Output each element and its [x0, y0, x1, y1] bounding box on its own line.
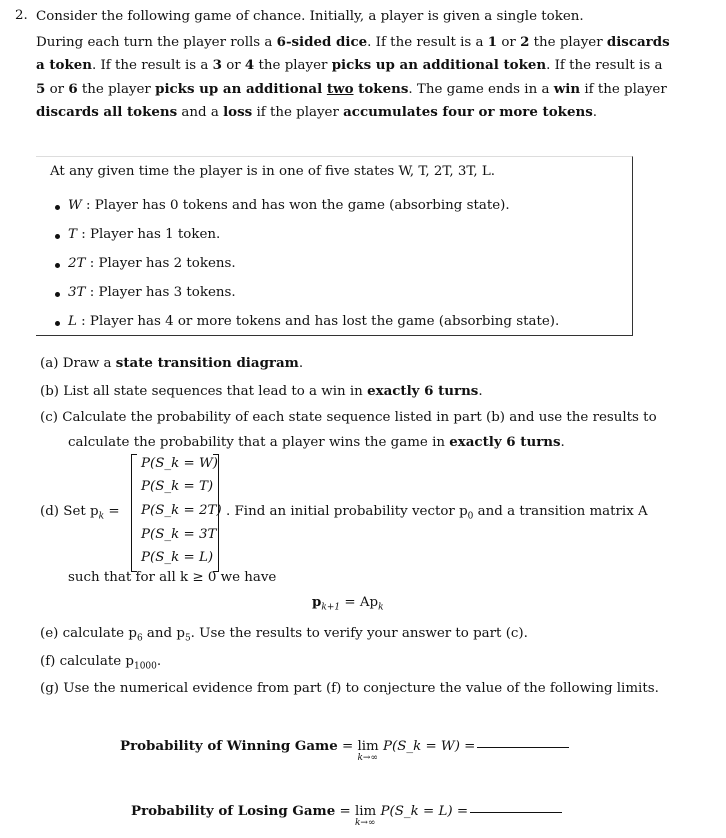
bullet-dot	[55, 292, 60, 297]
matrix-row-3t: P(S_k = 3T	[141, 527, 217, 542]
part-d-label: (d) Set $p_k$ =	[40, 504, 120, 522]
part-e: (e) calculate $p_6$ and $p_5$. Use the results to verify your answer to part (c).	[40, 626, 528, 644]
intro-line-4: 5 or 6 the player picks up an additional two tokens. The game ends in a win if the player	[36, 81, 667, 97]
lim-operator: lim k→∞	[357, 739, 379, 763]
recurrence-formula: $p_{k+1} = Ap_k$	[312, 594, 384, 613]
intro-line-5: discards all tokens and a loss if the player accumulates four or more tokens.	[36, 104, 598, 120]
state-item-l: L : Player has 4 or more tokens and has lost the game (absorbing state).	[68, 314, 559, 329]
state-item-3t: 3T : Player has 3 tokens.	[68, 285, 236, 300]
part-f: (f) calculate $p_{1000}$.	[40, 654, 162, 672]
losing-limit: Probability of Losing Game = lim k→∞ P(S_k = L) =	[131, 803, 562, 819]
bullet-dot	[55, 205, 60, 210]
bullet-dot	[55, 321, 60, 326]
intro-line-2: During each turn the player rolls a 6-sided dice. If the result is a 1 or 2 the player discards	[36, 34, 670, 50]
part-c-line-1: (c) Calculate the probability of each state sequence listed in part (b) and use the results to	[40, 410, 657, 425]
matrix-row-t: P(S_k = T)	[141, 479, 214, 494]
state-item-t: T : Player has 1 token.	[68, 227, 220, 242]
matrix-left-bracket	[131, 454, 137, 572]
part-a: (a) Draw a state transition diagram.	[40, 355, 304, 371]
lim-operator: lim k→∞	[354, 804, 377, 828]
part-d-such-that: such that for all k ≥ 0 we have	[68, 570, 277, 585]
probability-vector	[131, 454, 222, 570]
bullet-dot	[55, 263, 60, 268]
bullet-dot	[55, 234, 60, 239]
answer-blank-lose[interactable]	[470, 811, 562, 813]
part-c-line-2: calculate the probability that a player wins the game in exactly 6 turns.	[68, 434, 565, 450]
part-g: (g) Use the numerical evidence from part (f) to conjecture the value of the following limits.	[40, 681, 659, 696]
states-intro: At any given time the player is in one of five states W, T, 2T, 3T, L.	[50, 164, 496, 179]
problem-number: 2.	[15, 8, 28, 23]
winning-limit: Probability of Winning Game = lim k→∞ P(S_k = W) =	[120, 738, 569, 754]
part-b: (b) List all state sequences that lead to a win in exactly 6 turns.	[40, 383, 483, 399]
state-item-2t: 2T : Player has 2 tokens.	[68, 256, 236, 271]
matrix-row-w: P(S_k = W)	[141, 456, 218, 471]
states-box	[36, 156, 633, 336]
intro-line-1: Consider the following game of chance. Initially, a player is given a single token.	[36, 9, 584, 24]
state-item-w: W : Player has 0 tokens and has won the game (absorbing state).	[68, 198, 510, 213]
matrix-row-2t: P(S_k = 2T)	[141, 503, 222, 518]
intro-line-3: a token. If the result is a 3 or 4 the player picks up an additional token. If the result is a	[36, 57, 663, 73]
part-d-after: . Find an initial probability vector $p_0$ and a transition matrix A	[226, 504, 648, 522]
matrix-row-l: P(S_k = L)	[141, 550, 214, 565]
answer-blank-win[interactable]	[477, 746, 569, 748]
